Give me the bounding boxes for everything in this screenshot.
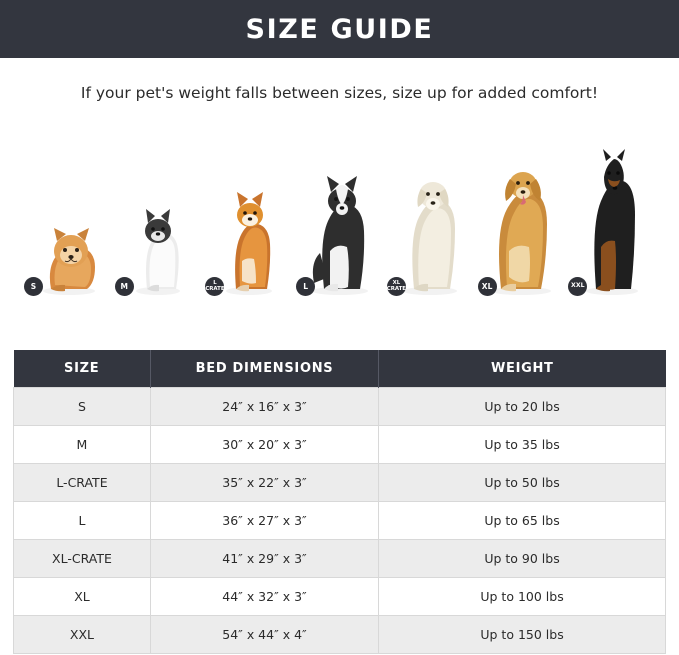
cell-dimensions: 41″ x 29″ x 3″ — [150, 540, 378, 578]
size-badge-m: M — [115, 277, 134, 296]
labrador-illustration — [392, 165, 468, 297]
cell-dimensions: 54″ x 44″ x 4″ — [150, 616, 378, 654]
dog-column-xl-crate — [385, 122, 476, 297]
cell-dimensions: 35″ x 22″ x 3″ — [150, 464, 378, 502]
subtitle-container — [0, 58, 679, 102]
size-badge-xl: XL — [478, 277, 497, 296]
cell-weight: Up to 20 lbs — [379, 388, 666, 426]
table-header-row — [14, 350, 666, 388]
cell-dimensions: 30″ x 20″ x 3″ — [150, 426, 378, 464]
dog-column-l-crate — [203, 122, 294, 297]
table-row — [14, 388, 666, 426]
size-table-body — [14, 388, 666, 654]
table-row — [14, 616, 666, 654]
size-badge-s: S — [24, 277, 43, 296]
cell-weight: Up to 100 lbs — [379, 578, 666, 616]
table-row — [14, 540, 666, 578]
size-badge-l-crate-line2: CRATE — [205, 285, 225, 292]
column-header-weight: WEIGHT — [379, 350, 666, 388]
dog-column-xxl — [566, 122, 657, 297]
column-header-bed-dimensions: BED DIMENSIONS — [150, 350, 378, 388]
cell-size: L — [14, 502, 151, 540]
table-row — [14, 502, 666, 540]
size-badge-xl-crate-line2: CRATE — [386, 285, 406, 292]
cell-size: XXL — [14, 616, 151, 654]
shiba-inu-illustration — [216, 185, 282, 297]
doberman-illustration — [574, 147, 650, 297]
cell-weight: Up to 150 lbs — [379, 616, 666, 654]
cell-weight: Up to 35 lbs — [379, 426, 666, 464]
cell-weight: Up to 90 lbs — [379, 540, 666, 578]
cell-size: S — [14, 388, 151, 426]
table-row — [14, 578, 666, 616]
cell-size: M — [14, 426, 151, 464]
size-table-head — [14, 350, 666, 388]
size-table — [13, 350, 666, 654]
golden-retriever-illustration — [479, 157, 563, 297]
page-title: SIZE GUIDE — [245, 13, 434, 45]
cell-dimensions: 24″ x 16″ x 3″ — [150, 388, 378, 426]
size-badge-l: L — [296, 277, 315, 296]
table-row — [14, 426, 666, 464]
dog-column-m — [113, 122, 204, 297]
border-collie-illustration — [300, 167, 380, 297]
size-badge-l-crate-line1: L — [213, 280, 217, 287]
size-table-container — [13, 350, 666, 654]
cell-size: XL — [14, 578, 151, 616]
dog-column-l — [294, 122, 385, 297]
french-bulldog-illustration — [125, 197, 191, 297]
subtitle-text: If your pet's weight falls between sizes, size up for added comfort! — [80, 84, 599, 102]
size-badge-xl-crate — [387, 277, 406, 296]
dog-column-xl — [476, 122, 567, 297]
dog-column-s — [22, 122, 113, 297]
page-header — [0, 0, 679, 58]
cell-weight: Up to 50 lbs — [379, 464, 666, 502]
table-row — [14, 464, 666, 502]
size-badge-xxl: XXL — [568, 277, 587, 296]
column-header-size: SIZE — [14, 350, 151, 388]
cell-dimensions: 36″ x 27″ x 3″ — [150, 502, 378, 540]
cell-size: XL-CRATE — [14, 540, 151, 578]
cell-dimensions: 44″ x 32″ x 3″ — [150, 578, 378, 616]
cell-weight: Up to 65 lbs — [379, 502, 666, 540]
cell-size: L-CRATE — [14, 464, 151, 502]
size-badge-xl-crate-line1: XL — [392, 280, 401, 287]
dog-size-illustrations — [0, 122, 679, 297]
